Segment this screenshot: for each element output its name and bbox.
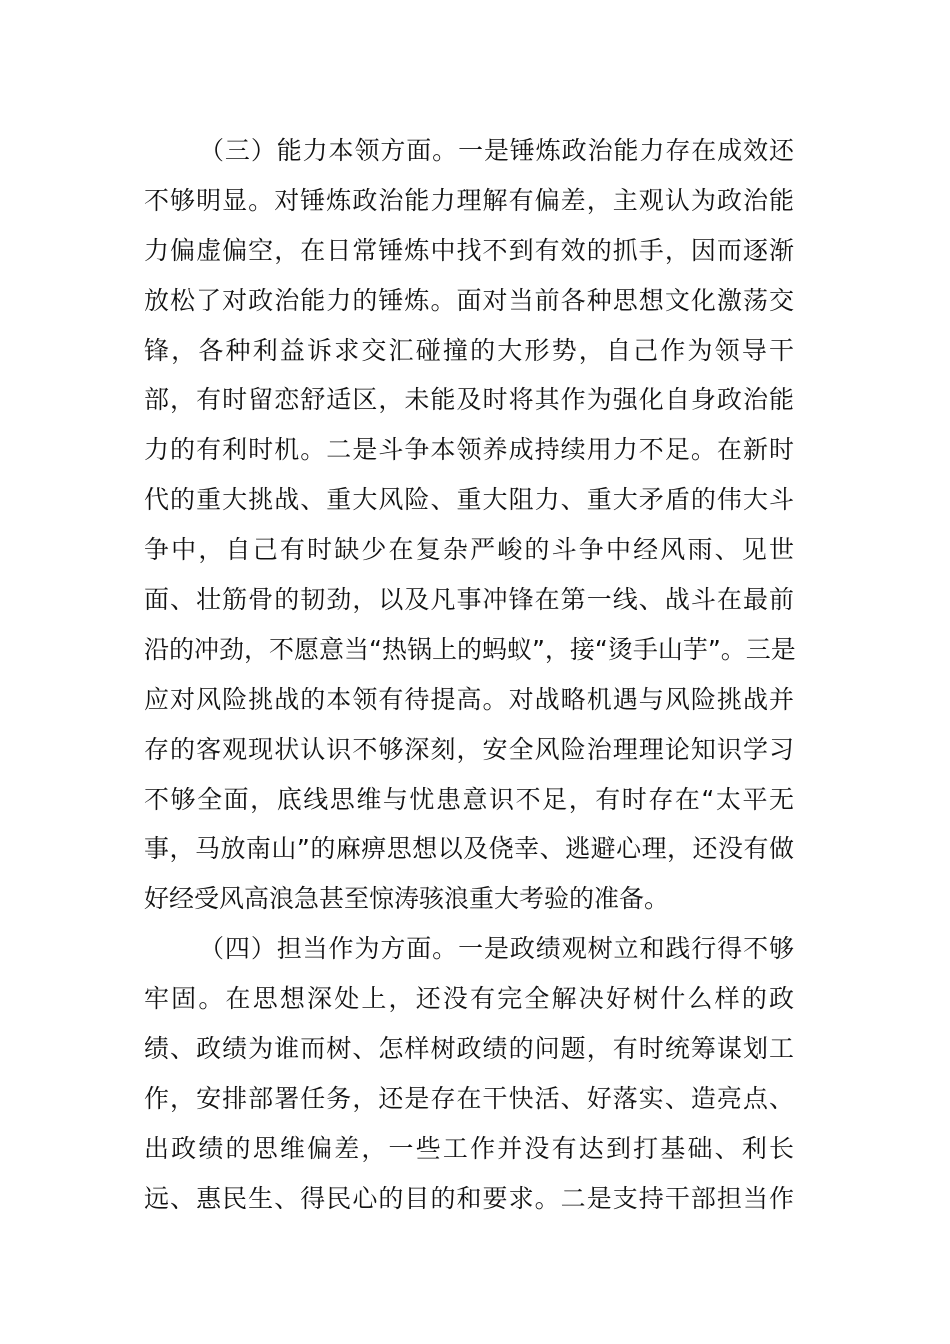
paragraph-line: 好经受风高浪急甚至惊涛骇浪重大考验的准备。 (144, 884, 670, 914)
paragraph-line: 沿的冲劲，不愿意当“热锅上的蚂蚁”，接“烫手山芋”。三是 (144, 634, 796, 664)
paragraph-line: 力偏虚偏空，在日常锤炼中找不到有效的抓手，因而逐渐 (144, 235, 794, 265)
paragraph-line: （三）能力本领方面。一是锤炼政治能力存在成效还 (199, 136, 794, 165)
paragraph-line: 事，马放南山”的麻痹思想以及侥幸、逃避心理，还没有做 (144, 834, 794, 864)
paragraph-line: 应对风险挑战的本领有待提高。对战略机遇与风险挑战并 (144, 684, 794, 714)
paragraph-line: 面、壮筋骨的韧劲，以及凡事冲锋在第一线、战斗在最前 (144, 585, 794, 615)
paragraph-line: 力的有利时机。二是斗争本领养成持续用力不足。在新时 (144, 435, 794, 465)
paragraph-line: 不够全面，底线思维与忧患意识不足，有时存在“太平无 (144, 784, 794, 814)
paragraph-line: 出政绩的思维偏差，一些工作并没有达到打基础、利长 (144, 1133, 794, 1163)
paragraph-line: 争中，自己有时缺少在复杂严峻的斗争中经风雨、见世 (144, 535, 794, 565)
document-body (144, 126, 794, 1224)
paragraph-line: 放松了对政治能力的锤炼。面对当前各种思想文化激荡交 (144, 285, 794, 315)
paragraph-responsibility (144, 924, 794, 1223)
paragraph-line: 牢固。在思想深处上，还没有完全解决好树什么样的政 (144, 984, 794, 1014)
paragraph-line: 绩、政绩为谁而树、怎样树政绩的问题，有时统筹谋划工 (144, 1034, 794, 1064)
paragraph-line: 不够明显。对锤炼政治能力理解有偏差，主观认为政治能 (144, 185, 794, 215)
paragraph-line: 部，有时留恋舒适区，未能及时将其作为强化自身政治能 (144, 385, 794, 415)
paragraph-line: 代的重大挑战、重大风险、重大阻力、重大矛盾的伟大斗 (144, 485, 794, 515)
paragraph-line: 锋，各种利益诉求交汇碰撞的大形势，自己作为领导干 (144, 335, 794, 365)
paragraph-line: 作，安排部署任务，还是存在干快活、好落实、造亮点、 (144, 1083, 794, 1113)
paragraph-line: （四）担当作为方面。一是政绩观树立和践行得不够 (199, 934, 794, 964)
paragraph-line: 存的客观现状认识不够深刻，安全风险治理理论知识学习 (144, 734, 794, 764)
paragraph-line: 远、惠民生、得民心的目的和要求。二是支持干部担当作 (144, 1183, 794, 1213)
paragraph-capability (144, 126, 794, 924)
